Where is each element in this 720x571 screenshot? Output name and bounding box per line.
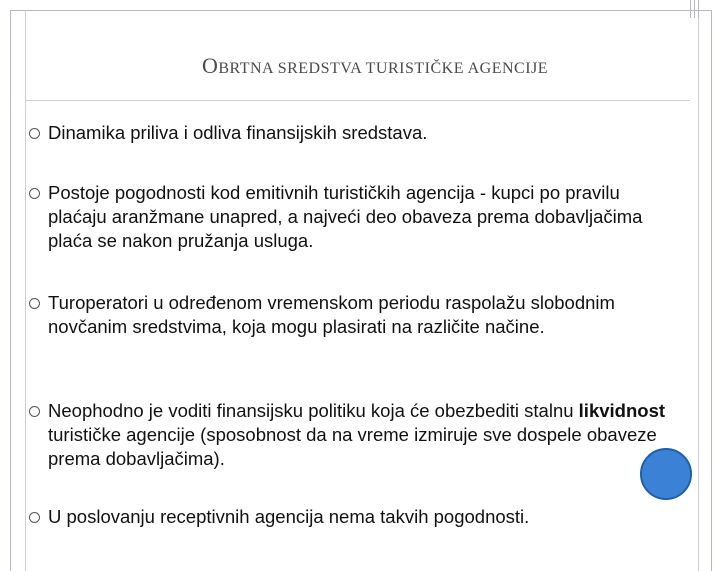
bullet-icon bbox=[29, 298, 40, 309]
bullet-text: Dinamika priliva i odliva finansijskih sredstava. bbox=[48, 122, 428, 143]
bullet-icon bbox=[29, 512, 40, 523]
bullet-icon bbox=[29, 406, 40, 417]
corner-stripes bbox=[690, 0, 702, 18]
title-first-letter: O bbox=[201, 53, 219, 78]
title-divider bbox=[26, 100, 690, 101]
title-rest: BRTNA SREDSTVA TURISTIČKE AGENCIJE bbox=[218, 60, 549, 77]
bullet-text: Postoje pogodnosti kod emitivnih turističkih agencija - kupci po pravilu plaćaju aranžmane unapred, a najveći deo obaveza prema dobavljačima plaća se nakon pružanja usluga. bbox=[48, 182, 643, 251]
bullet-text: Turoperatori u određenom vremenskom periodu raspolažu slobodnim novčanim sredstvima, koja mogu plasirati na različite načine. bbox=[48, 292, 615, 337]
bullet-text: Neophodno je voditi finansijsku politiku koja će obezbediti stalnu likvidnost turističke agencije (sposobnost da na vreme izmiruje sve dospele obaveze prema dobavljačima). bbox=[48, 400, 666, 469]
bullet-icon bbox=[29, 188, 40, 199]
bold-keyword: likvidnost bbox=[578, 400, 666, 421]
decorative-circle-icon bbox=[640, 448, 692, 500]
bullet-icon bbox=[29, 128, 40, 139]
slide-title bbox=[70, 53, 680, 79]
bullet-text: U poslovanju receptivnih agencija nema takvih pogodnosti. bbox=[48, 506, 530, 527]
